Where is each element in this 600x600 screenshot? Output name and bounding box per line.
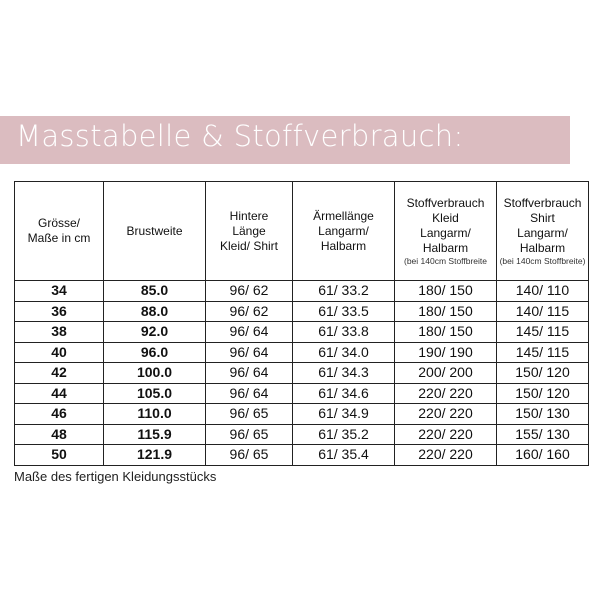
sleeve-length-cell: 61/ 33.2 [293,281,395,302]
bust-cell: 96.0 [104,342,206,363]
fabric-dress-cell: 200/ 200 [395,363,497,384]
back-length-cell: 96/ 62 [206,281,293,302]
header-line: Halbarm [320,238,367,253]
back-length-cell: 96/ 65 [206,445,293,466]
sleeve-length-cell: 61/ 35.2 [293,424,395,445]
back-length-cell: 96/ 64 [206,342,293,363]
page-title: Masstabelle & Stoffverbrauch: [16,119,464,153]
sleeve-length-cell: 61/ 34.6 [293,383,395,404]
size-cell: 34 [15,281,104,302]
header-line: Langarm/ [517,226,568,240]
bust-cell: 105.0 [104,383,206,404]
header-back-length [206,182,293,281]
size-cell: 38 [15,322,104,343]
header-line: Halbarm [519,241,566,255]
size-cell: 44 [15,383,104,404]
fabric-dress-cell: 180/ 150 [395,301,497,322]
header-bust [104,182,206,281]
bust-cell: 121.9 [104,445,206,466]
header-line: Shirt [530,211,555,225]
size-cell: 40 [15,342,104,363]
title-banner [0,116,570,164]
header-line: Ärmellänge [313,208,374,223]
sleeve-length-cell: 61/ 33.5 [293,301,395,322]
sleeve-length-cell: 61/ 34.0 [293,342,395,363]
header-fabric-shirt [497,182,589,281]
back-length-cell: 96/ 64 [206,363,293,384]
header-line: Langarm/ [420,226,471,240]
header-line: Grösse/ [37,216,80,230]
header-line: Stoffverbrauch [406,196,485,210]
bust-cell: 115.9 [104,424,206,445]
bust-cell: 110.0 [104,404,206,425]
fabric-dress-cell: 220/ 220 [395,383,497,404]
table-row [15,342,589,363]
table-row [15,301,589,322]
bust-cell: 100.0 [104,363,206,384]
back-length-cell: 96/ 62 [206,301,293,322]
fabric-dress-cell: 180/ 150 [395,281,497,302]
table-header-row [15,182,589,281]
header-line: Brustweite [126,223,183,238]
header-line: Langarm/ [318,223,369,238]
fabric-dress-cell: 180/ 150 [395,322,497,343]
header-size [15,182,104,281]
footnote: Maße des fertigen Kleidungsstücks [14,469,217,484]
header-line: Länge [232,223,266,238]
sleeve-length-cell: 61/ 35.4 [293,445,395,466]
fabric-dress-cell: 220/ 220 [395,424,497,445]
bust-cell: 92.0 [104,322,206,343]
sleeve-length-cell: 61/ 34.3 [293,363,395,384]
fabric-shirt-cell: 145/ 115 [497,322,589,343]
header-line: Halbarm [422,241,469,255]
sleeve-length-cell: 61/ 33.8 [293,322,395,343]
size-cell: 42 [15,363,104,384]
fabric-shirt-cell: 145/ 115 [497,342,589,363]
table-row [15,445,589,466]
fabric-dress-cell: 220/ 220 [395,445,497,466]
fabric-shirt-cell: 150/ 120 [497,363,589,384]
size-cell: 50 [15,445,104,466]
size-cell: 48 [15,424,104,445]
table-row [15,363,589,384]
back-length-cell: 96/ 64 [206,383,293,404]
back-length-cell: 96/ 65 [206,424,293,445]
header-note: (bei 140cm Stoffbreite [404,256,487,266]
bust-cell: 88.0 [104,301,206,322]
fabric-shirt-cell: 150/ 120 [497,383,589,404]
size-cell: 36 [15,301,104,322]
table-row [15,322,589,343]
fabric-shirt-cell: 150/ 130 [497,404,589,425]
table-row [15,281,589,302]
sleeve-length-cell: 61/ 34.9 [293,404,395,425]
header-line: Kleid [432,211,459,225]
fabric-shirt-cell: 155/ 130 [497,424,589,445]
fabric-dress-cell: 220/ 220 [395,404,497,425]
table-row [15,404,589,425]
header-line: Hintere [229,208,269,223]
table-row [15,424,589,445]
header-sleeve-length [293,182,395,281]
header-line: Maße in cm [27,231,91,245]
back-length-cell: 96/ 64 [206,322,293,343]
header-line: Stoffverbrauch [503,196,582,210]
table-body [15,281,589,466]
header-note: (bei 140cm Stoffbreite) [499,256,586,266]
back-length-cell: 96/ 65 [206,404,293,425]
fabric-shirt-cell: 140/ 110 [497,281,589,302]
header-fabric-dress [395,182,497,281]
fabric-shirt-cell: 140/ 115 [497,301,589,322]
header-line: Kleid/ Shirt [219,238,279,253]
fabric-shirt-cell: 160/ 160 [497,445,589,466]
bust-cell: 85.0 [104,281,206,302]
fabric-dress-cell: 190/ 190 [395,342,497,363]
size-chart-table [14,181,589,466]
size-cell: 46 [15,404,104,425]
table-row [15,383,589,404]
